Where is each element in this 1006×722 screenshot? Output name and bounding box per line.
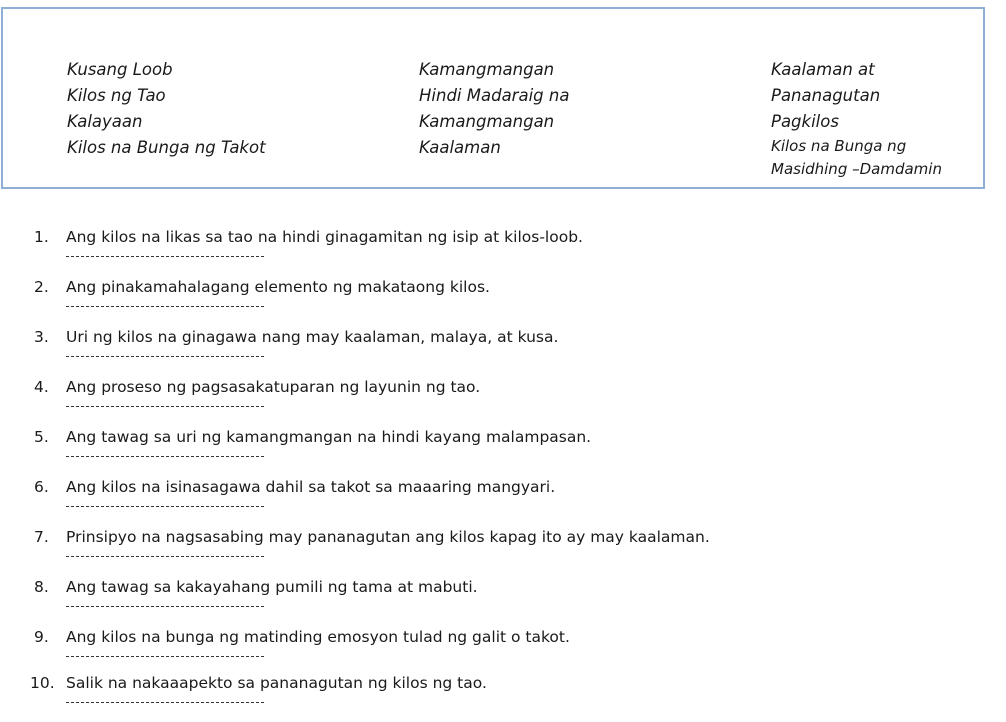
- question-item: [0, 378, 1006, 426]
- word-bank-item: Kilos na Bunga ng: [771, 137, 907, 155]
- question-text: Ang kilos na likas sa tao na hindi ginagamitan ng isip at kilos-loob.: [66, 228, 583, 246]
- word-bank-item: Masidhing –Damdamin: [771, 160, 942, 178]
- question-number: 8.: [34, 578, 49, 596]
- question-number: 1.: [34, 228, 49, 246]
- question-item: [0, 428, 1006, 476]
- word-bank-item: Kamangmangan: [419, 60, 555, 79]
- word-bank-item: Kalayaan: [67, 112, 143, 131]
- question-number: 6.: [34, 478, 49, 496]
- question-number: 4.: [34, 378, 49, 396]
- answer-blank[interactable]: [66, 656, 264, 657]
- word-bank-item: Kusang Loob: [67, 60, 173, 79]
- word-bank-box: [1, 7, 985, 189]
- word-bank-item: Kaalaman at: [771, 60, 875, 79]
- question-item: [0, 578, 1006, 626]
- word-bank-item: Kaalaman: [419, 138, 501, 157]
- word-bank-item: Kamangmangan: [419, 112, 555, 131]
- word-bank-item: Kilos na Bunga ng Takot: [67, 138, 266, 157]
- question-item: [0, 278, 1006, 326]
- answer-blank[interactable]: [66, 556, 264, 557]
- answer-blank[interactable]: [66, 606, 264, 607]
- word-bank-item: Pananagutan: [771, 86, 881, 105]
- question-text: Ang tawag sa kakayahang pumili ng tama at mabuti.: [66, 578, 478, 596]
- word-bank-column-2: [419, 57, 569, 161]
- word-bank-column-1: [67, 57, 266, 161]
- question-item: [0, 528, 1006, 576]
- question-text: Prinsipyo na nagsasabing may pananagutan ang kilos kapag ito ay may kaalaman.: [66, 528, 710, 546]
- question-text: Ang kilos na isinasagawa dahil sa takot sa maaaring mangyari.: [66, 478, 556, 496]
- question-number: 7.: [34, 528, 49, 546]
- word-bank-column-3: [771, 57, 942, 181]
- word-bank-item: Kilos ng Tao: [67, 86, 166, 105]
- answer-blank[interactable]: [66, 356, 264, 357]
- question-number: 2.: [34, 278, 49, 296]
- answer-blank[interactable]: [66, 406, 264, 407]
- word-bank-item: Pagkilos: [771, 112, 839, 131]
- answer-blank[interactable]: [66, 456, 264, 457]
- answer-blank[interactable]: [66, 306, 264, 307]
- question-item: [0, 328, 1006, 376]
- question-number: 5.: [34, 428, 49, 446]
- question-text: Ang tawag sa uri ng kamangmangan na hindi kayang malampasan.: [66, 428, 592, 446]
- question-number: 10.: [30, 674, 55, 692]
- answer-blank[interactable]: [66, 702, 264, 703]
- question-item: [0, 628, 1006, 676]
- question-item: [0, 228, 1006, 276]
- question-text: Salik na nakaaapekto sa pananagutan ng kilos ng tao.: [66, 674, 487, 692]
- question-item: [0, 478, 1006, 526]
- question-number: 9.: [34, 628, 49, 646]
- question-number: 3.: [34, 328, 49, 346]
- answer-blank[interactable]: [66, 256, 264, 257]
- question-item: [0, 674, 1006, 722]
- answer-blank[interactable]: [66, 506, 264, 507]
- word-bank-item: Hindi Madaraig na: [419, 86, 570, 105]
- question-text: Ang proseso ng pagsasakatuparan ng layunin ng tao.: [66, 378, 481, 396]
- question-text: Ang pinakamahalagang elemento ng makataong kilos.: [66, 278, 490, 296]
- question-text: Uri ng kilos na ginagawa nang may kaalaman, malaya, at kusa.: [66, 328, 559, 346]
- question-text: Ang kilos na bunga ng matinding emosyon tulad ng galit o takot.: [66, 628, 570, 646]
